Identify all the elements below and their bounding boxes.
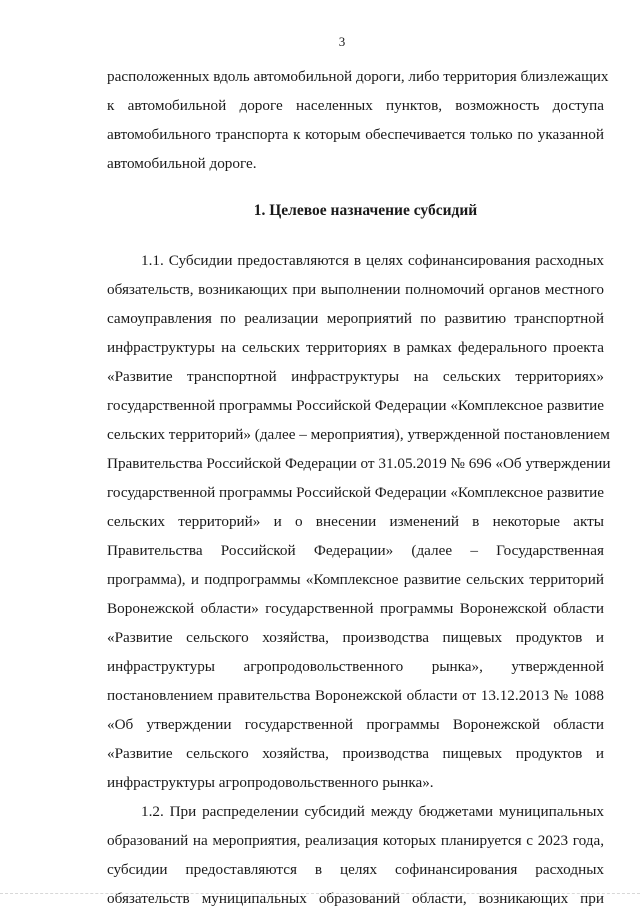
paragraph-line: программа), и подпрограммы «Комплексное развитие сельских территорий (107, 571, 604, 588)
paragraph-line: «Развитие сельского хозяйства, производства пищевых продуктов и (107, 745, 604, 762)
paragraph-line: инфраструктуры агропродовольственного рынка». (107, 774, 434, 791)
page-number: 3 (338, 34, 346, 49)
paragraph-line: государственной программы Российской Федерации «Комплексное развитие (107, 397, 604, 414)
paragraph-line: обязательств муниципальных образований области, возникающих при (107, 890, 604, 907)
page-bottom-edge (0, 893, 640, 894)
paragraph-line: Правительства Российской Федерации» (далее – Государственная (107, 542, 604, 559)
paragraph-line: 1.1. Субсидии предоставляются в целях софинансирования расходных (141, 252, 604, 269)
intro-line: автомобильного транспорта к которым обеспечивается только по указанной (107, 126, 604, 143)
paragraph-line: «Об утверждении государственной программы Воронежской области (107, 716, 604, 733)
paragraph-line: государственной программы Российской Федерации «Комплексное развитие (107, 484, 604, 501)
paragraph-line: инфраструктуры на сельских территориях в рамках федерального проекта (107, 339, 604, 356)
paragraph-line: инфраструктуры агропродовольственного рынка», утвержденной (107, 658, 604, 675)
paragraph-line: «Развитие сельского хозяйства, производства пищевых продуктов и (107, 629, 604, 646)
paragraph-line: самоуправления по реализации мероприятий по развитию транспортной (107, 310, 604, 327)
paragraph-line: Правительства Российской Федерации от 31.05.2019 № 696 «Об утверждении (107, 455, 611, 472)
intro-line: расположенных вдоль автомобильной дороги, либо территория близлежащих (107, 68, 609, 85)
paragraph-line: 1.2. При распределении субсидий между бюджетами муниципальных (141, 803, 604, 820)
paragraph-line: постановлением правительства Воронежской области от 13.12.2013 № 1088 (107, 687, 604, 704)
paragraph-line: сельских территорий» (далее – мероприятия), утвержденной постановлением (107, 426, 610, 443)
section-heading: 1. Целевое назначение субсидий (253, 202, 478, 219)
paragraph-line: «Развитие транспортной инфраструктуры на сельских территориях» (107, 368, 604, 385)
paragraph-line: обязательств, возникающих при выполнении полномочий органов местного (107, 281, 604, 298)
paragraph-line: Воронежской области» государственной программы Воронежской области (107, 600, 604, 617)
intro-line: автомобильной дороге. (107, 155, 257, 172)
paragraph-line: образований на мероприятия, реализация которых планируется с 2023 года, (107, 832, 604, 849)
intro-line: к автомобильной дороге населенных пунктов, возможность доступа (107, 97, 604, 114)
document-body (107, 62, 611, 913)
paragraph-line: субсидии предоставляются в целях софинансирования расходных (107, 861, 604, 878)
paragraph-line: сельских территорий» и о внесении изменений в некоторые акты (107, 513, 604, 530)
